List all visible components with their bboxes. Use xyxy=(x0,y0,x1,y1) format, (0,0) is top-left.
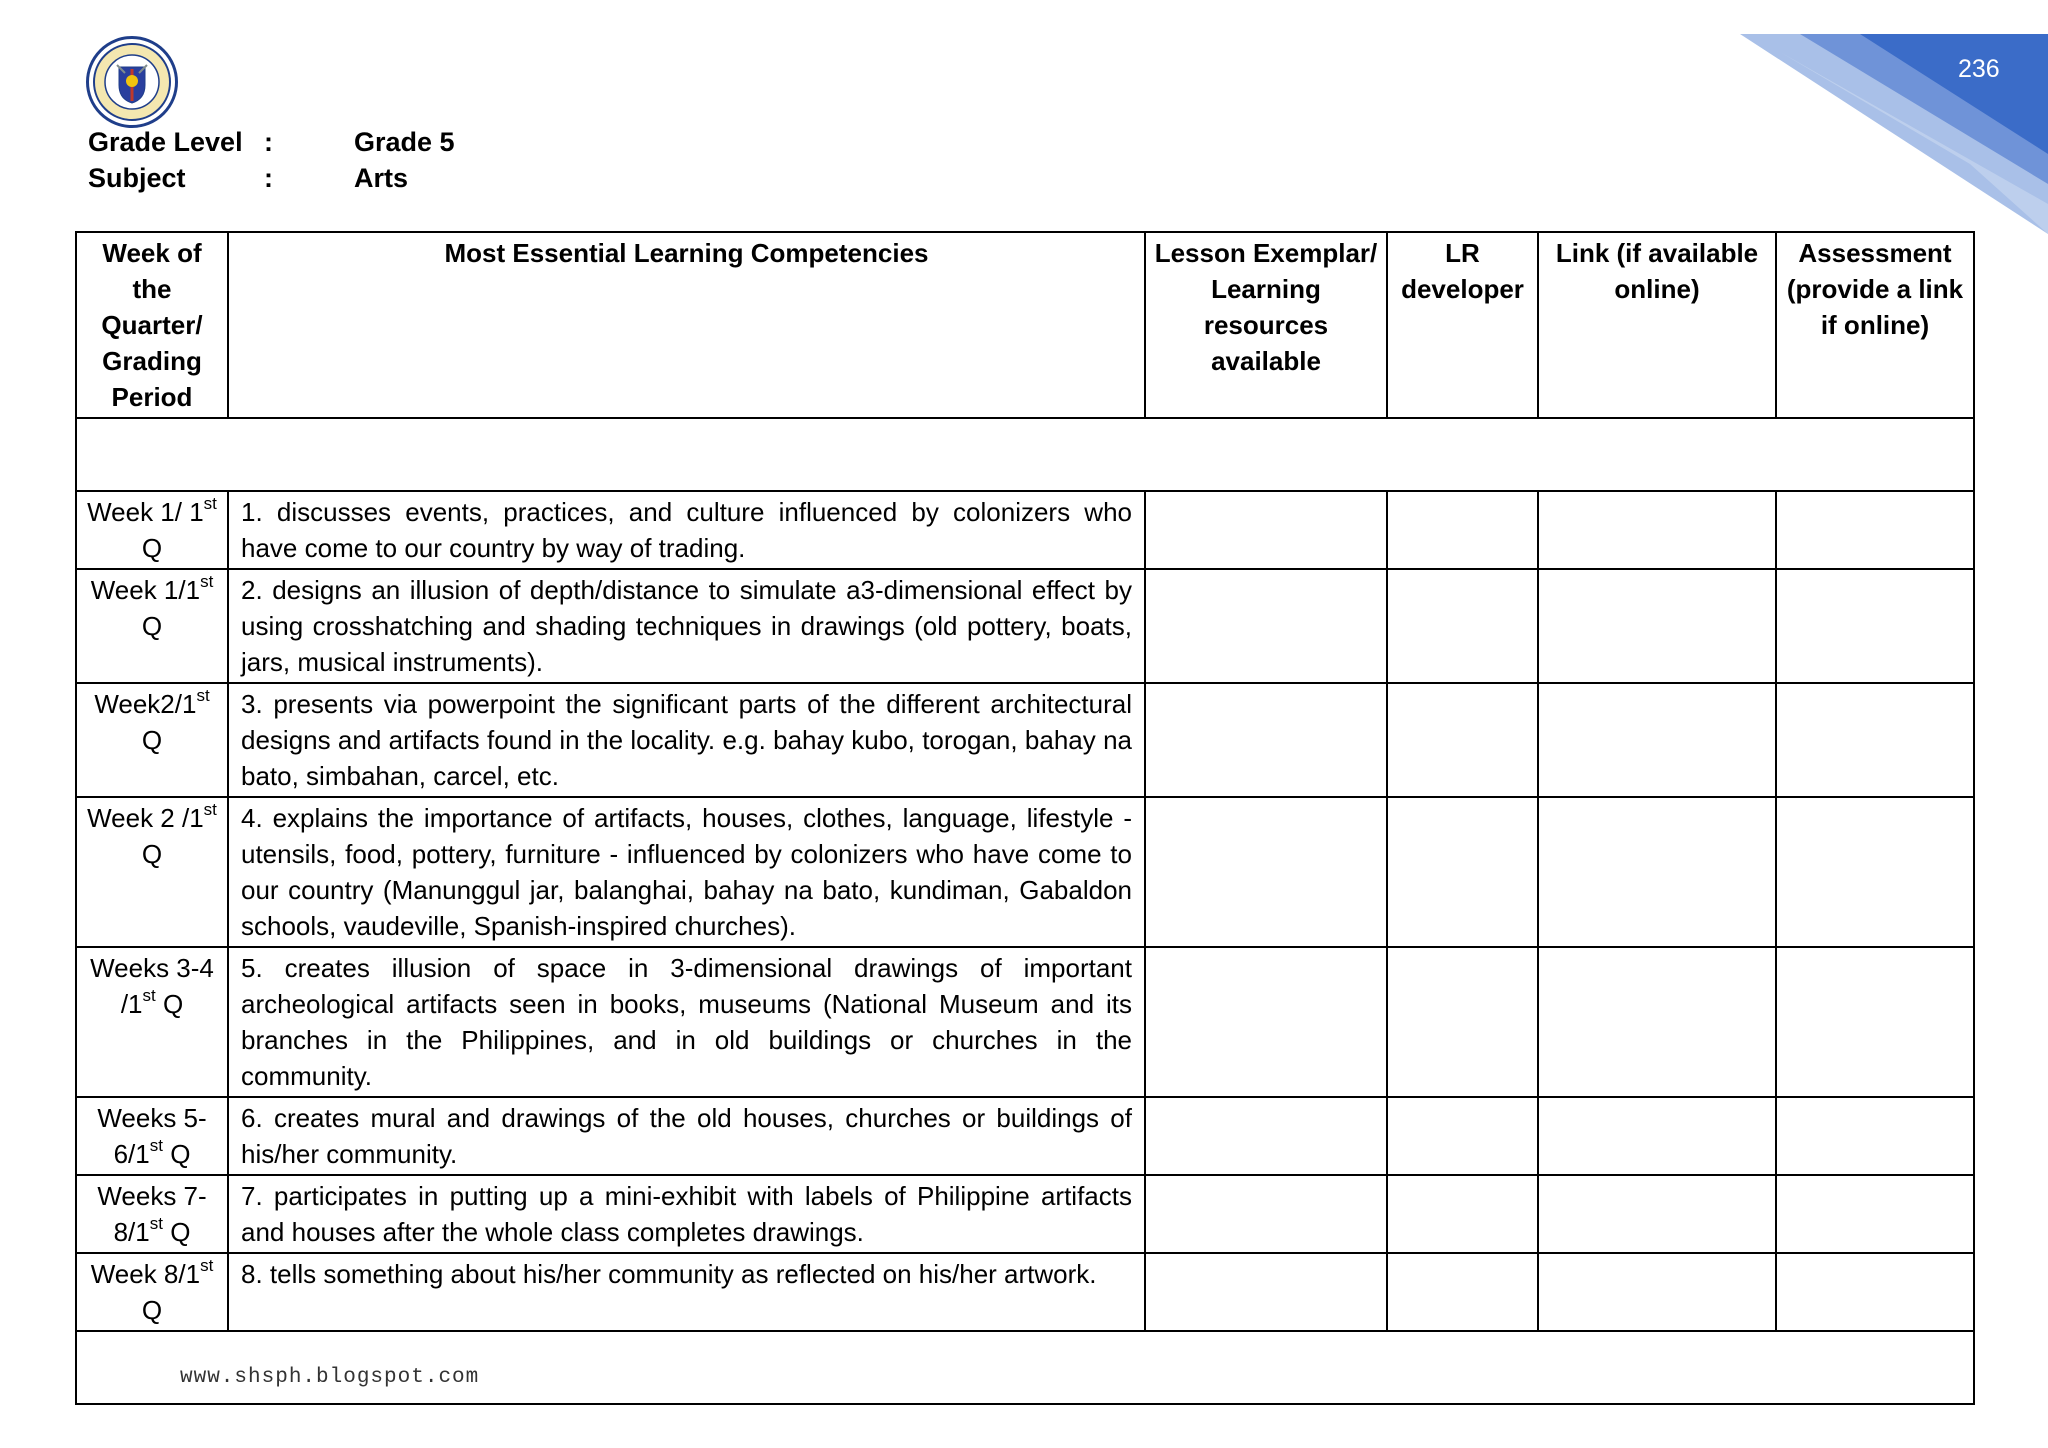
competency-cell: 1. discusses events, practices, and culture influenced by colonizers who have come to our country by way of trading. xyxy=(228,491,1145,569)
table-header-row xyxy=(76,232,1974,418)
quarter-text: Q xyxy=(162,1139,191,1169)
quarter-text: Q xyxy=(141,611,163,641)
ordinal-suffix: st xyxy=(203,494,217,514)
competency-cell: 7. participates in putting up a mini-exhibit with labels of Philippine artifacts and houses after the whole class completes drawings. xyxy=(228,1175,1145,1253)
subject-row xyxy=(88,160,455,196)
table-row xyxy=(76,1253,1974,1331)
link-cell xyxy=(1538,491,1776,569)
lr-developer-cell xyxy=(1387,947,1538,1097)
lr-developer-cell xyxy=(1387,1097,1538,1175)
table-row xyxy=(76,1097,1974,1175)
assessment-cell xyxy=(1776,947,1974,1097)
header-lr-developer: LR developer xyxy=(1387,232,1538,418)
assessment-cell xyxy=(1776,683,1974,797)
lesson-cell xyxy=(1145,569,1387,683)
table-row xyxy=(76,491,1974,569)
week-cell xyxy=(76,797,228,947)
lr-developer-cell xyxy=(1387,491,1538,569)
assessment-cell xyxy=(1776,1253,1974,1331)
grade-level-row xyxy=(88,124,455,160)
week-text: Week 2 /1 xyxy=(87,803,204,833)
quarter-text: Q xyxy=(155,989,184,1019)
assessment-cell xyxy=(1776,797,1974,947)
lesson-cell xyxy=(1145,797,1387,947)
competency-cell: 3. presents via powerpoint the significant parts of the different architectural designs and artifacts found in the locality. e.g. bahay kubo, torogan, bahay na bato, simbahan, carcel, etc. xyxy=(228,683,1145,797)
lesson-cell xyxy=(1145,947,1387,1097)
week-text: Week 1/ 1 xyxy=(87,497,204,527)
header-assessment: Assessment (provide a link if online) xyxy=(1776,232,1974,418)
ordinal-suffix: st xyxy=(196,686,210,706)
lr-developer-cell xyxy=(1387,683,1538,797)
competency-cell: 2. designs an illusion of depth/distance to simulate a3-dimensional effect by using crosshatching and shading techniques in drawings (old pottery, boats, jars, musical instruments). xyxy=(228,569,1145,683)
week-text: Weeks 5-6/1 xyxy=(97,1103,207,1169)
table-row xyxy=(76,683,1974,797)
week-text: Weeks 3-4 /1 xyxy=(90,953,214,1019)
ordinal-suffix: st xyxy=(142,986,156,1006)
lr-developer-cell xyxy=(1387,1175,1538,1253)
week-cell xyxy=(76,1253,228,1331)
lesson-cell xyxy=(1145,1175,1387,1253)
quarter-text: Q xyxy=(141,1295,163,1325)
header-lesson-exemplar: Lesson Exemplar/ Learning resources available xyxy=(1145,232,1387,418)
lesson-cell xyxy=(1145,491,1387,569)
empty-cell xyxy=(76,418,1974,491)
lesson-cell xyxy=(1145,1253,1387,1331)
meta-label: Grade Level xyxy=(88,127,243,157)
link-cell xyxy=(1538,569,1776,683)
quarter-text: Q xyxy=(162,1217,191,1247)
link-cell xyxy=(1538,1097,1776,1175)
meta-colon: : xyxy=(264,127,273,157)
meta-label: Subject xyxy=(88,163,186,193)
page-number: 236 xyxy=(1958,55,2000,83)
week-text: Week 8/1 xyxy=(90,1259,201,1289)
table-row xyxy=(76,569,1974,683)
link-cell xyxy=(1538,1175,1776,1253)
link-cell xyxy=(1538,683,1776,797)
ordinal-suffix: st xyxy=(203,800,217,820)
ordinal-suffix: st xyxy=(149,1214,163,1234)
meta-value: Arts xyxy=(354,163,409,193)
meta-value: Grade 5 xyxy=(354,127,455,157)
deped-seal-icon xyxy=(86,36,178,128)
quarter-text: Q xyxy=(141,839,163,869)
lesson-cell xyxy=(1145,683,1387,797)
competency-cell: 6. creates mural and drawings of the old houses, churches or buildings of his/her community. xyxy=(228,1097,1145,1175)
competency-cell: 5. creates illusion of space in 3-dimensional drawings of important archeological artifacts seen in books, museums (National Museum and its branches in the Philippines, and in old buildings or churches in the community. xyxy=(228,947,1145,1097)
lr-developer-cell xyxy=(1387,1253,1538,1331)
meta-colon: : xyxy=(264,163,273,193)
week-cell xyxy=(76,1175,228,1253)
assessment-cell xyxy=(1776,491,1974,569)
assessment-cell xyxy=(1776,1097,1974,1175)
footer-url: www.shsph.blogspot.com xyxy=(180,1366,480,1389)
melc-table xyxy=(75,231,1975,1405)
seal-graphic xyxy=(89,39,175,125)
ordinal-suffix: st xyxy=(200,572,214,592)
week-cell xyxy=(76,491,228,569)
lr-developer-cell xyxy=(1387,569,1538,683)
week-cell xyxy=(76,947,228,1097)
table-row xyxy=(76,947,1974,1097)
table-row xyxy=(76,1175,1974,1253)
lesson-cell xyxy=(1145,1097,1387,1175)
assessment-cell xyxy=(1776,1175,1974,1253)
week-cell xyxy=(76,569,228,683)
week-cell xyxy=(76,1097,228,1175)
quarter-text: Q xyxy=(141,533,163,563)
document-meta xyxy=(88,124,455,196)
header-week: Week of the Quarter/ Grading Period xyxy=(76,232,228,418)
link-cell xyxy=(1538,797,1776,947)
table-spacer-row xyxy=(76,418,1974,491)
ordinal-suffix: st xyxy=(200,1256,214,1276)
header-link: Link (if available online) xyxy=(1538,232,1776,418)
ordinal-suffix: st xyxy=(149,1136,163,1156)
corner-decoration xyxy=(1740,34,2048,234)
link-cell xyxy=(1538,1253,1776,1331)
table-row xyxy=(76,797,1974,947)
week-cell xyxy=(76,683,228,797)
week-text: Week2/1 xyxy=(94,689,197,719)
lr-developer-cell xyxy=(1387,797,1538,947)
link-cell xyxy=(1538,947,1776,1097)
week-text: Weeks 7-8/1 xyxy=(97,1181,207,1247)
assessment-cell xyxy=(1776,569,1974,683)
quarter-text: Q xyxy=(141,725,163,755)
competency-cell: 8. tells something about his/her community as reflected on his/her artwork. xyxy=(228,1253,1145,1331)
competency-cell: 4. explains the importance of artifacts, houses, clothes, language, lifestyle - utensils, food, pottery, furniture - influenced by colonizers who have come to our country (Manunggul jar, balanghai, bahay na bato, kundiman, Gabaldon schools, vaudeville, Spanish-inspired churches). xyxy=(228,797,1145,947)
header-melc: Most Essential Learning Competencies xyxy=(228,232,1145,418)
week-text: Week 1/1 xyxy=(90,575,201,605)
